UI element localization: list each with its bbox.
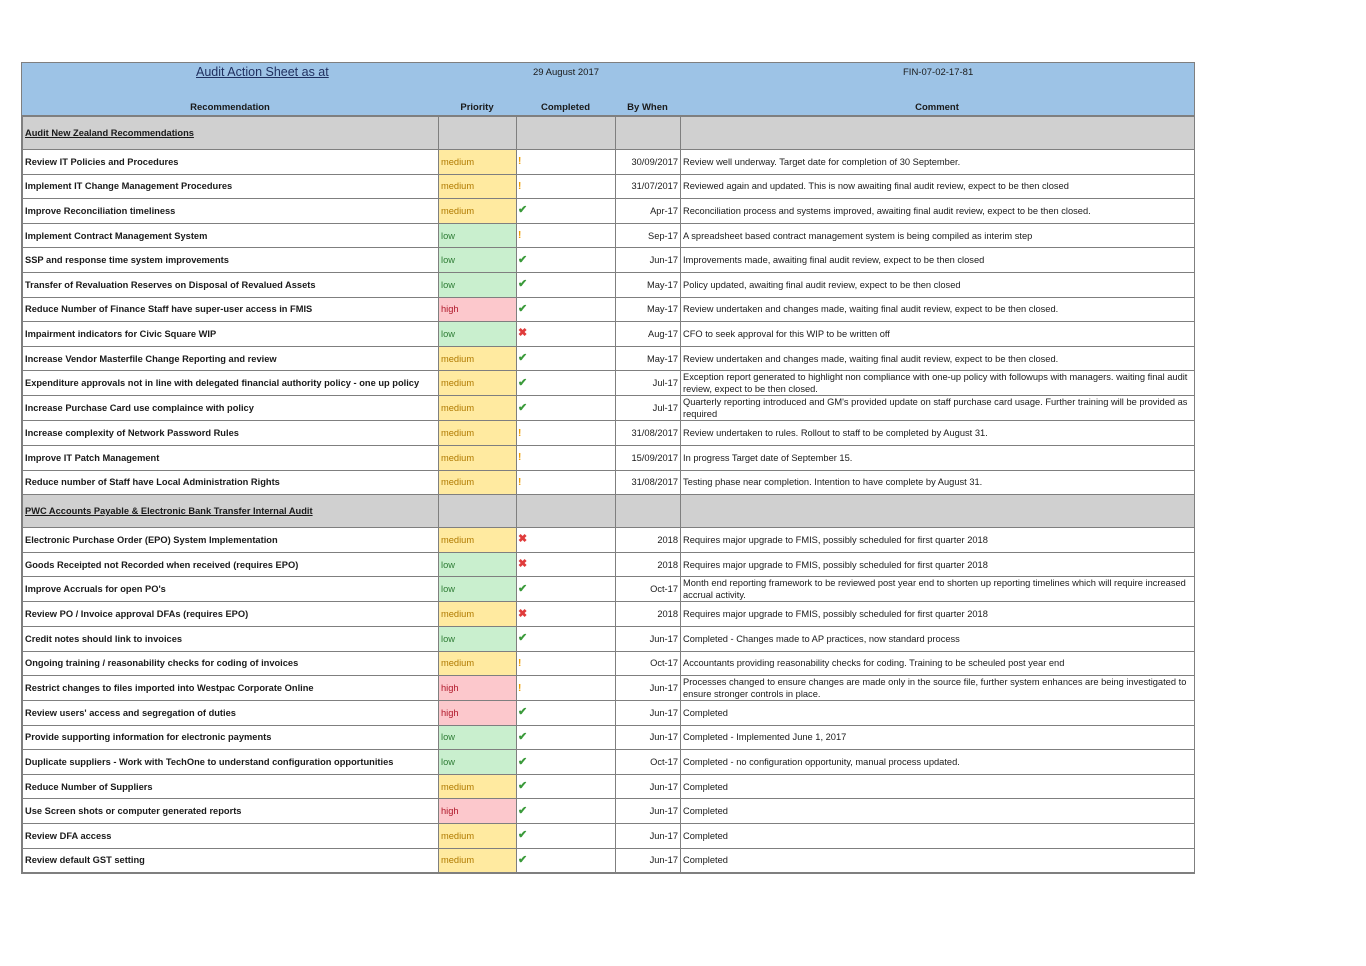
comment-cell: Completed [681, 774, 1195, 799]
table-row [23, 725, 1195, 750]
recommendation-cell: Provide supporting information for electronic payments [23, 725, 439, 750]
priority-cell: high [439, 701, 517, 726]
sheet-date: 29 August 2017 [533, 67, 600, 78]
priority-cell: medium [439, 150, 517, 175]
audit-table [22, 116, 1195, 873]
col-header-completed: Completed [540, 102, 591, 113]
comment-cell: In progress Target date of September 15. [681, 445, 1195, 470]
warn-icon: ! [518, 427, 522, 439]
by-when-cell: Oct-17 [616, 750, 681, 775]
comment-cell: Reconciliation process and systems improved, awaiting final audit review, expect to be then closed. [681, 199, 1195, 224]
recommendation-cell: Transfer of Revaluation Reserves on Disposal of Revalued Assets [23, 272, 439, 297]
table-row [23, 150, 1195, 175]
col-header-recommendation: Recommendation [190, 102, 270, 113]
priority-cell: medium [439, 651, 517, 676]
recommendation-cell: Expenditure approvals not in line with delegated financial authority policy - one up policy [23, 371, 439, 396]
priority-cell: low [439, 626, 517, 651]
by-when-cell: 2018 [616, 602, 681, 627]
priority-cell: low [439, 552, 517, 577]
completed-cell [517, 676, 616, 701]
tick-icon: ✔ [518, 401, 528, 414]
by-when-cell: 2018 [616, 552, 681, 577]
section-empty-cell [517, 117, 616, 150]
recommendation-cell: Ongoing training / reasonability checks for coding of invoices [23, 651, 439, 676]
tick-icon: ✔ [518, 302, 528, 315]
table-row [23, 322, 1195, 347]
by-when-cell: 30/09/2017 [616, 150, 681, 175]
recommendation-cell: Review users' access and segregation of duties [23, 701, 439, 726]
comment-cell: Policy updated, awaiting final audit review, expect to be then closed [681, 272, 1195, 297]
completed-cell [517, 174, 616, 199]
priority-cell: medium [439, 848, 517, 873]
completed-cell [517, 651, 616, 676]
warn-icon: ! [518, 230, 522, 242]
by-when-cell: Jun-17 [616, 824, 681, 849]
tick-icon: ✔ [518, 204, 528, 217]
section-empty-cell [517, 495, 616, 528]
audit-sheet [21, 62, 1195, 874]
by-when-cell: Jun-17 [616, 676, 681, 701]
priority-cell: medium [439, 396, 517, 421]
comment-cell: Accountants providing reasonability checks for coding. Training to be scheuled post year end [681, 651, 1195, 676]
completed-cell [517, 626, 616, 651]
col-header-by-when: By When [627, 102, 668, 113]
table-row [23, 371, 1195, 396]
by-when-cell: Jun-17 [616, 725, 681, 750]
sheet-reference: FIN-07-02-17-81 [903, 67, 974, 78]
by-when-cell: Jul-17 [616, 371, 681, 396]
comment-cell: Month end reporting framework to be reviewed post year end to shorten up reporting timelines which will require increased accrual activity. [681, 577, 1195, 602]
by-when-cell: Jun-17 [616, 248, 681, 273]
cross-icon: ✖ [518, 533, 528, 546]
table-row [23, 199, 1195, 224]
comment-cell: Review well underway. Target date for completion of 30 September. [681, 150, 1195, 175]
table-row [23, 676, 1195, 701]
section-header-row [23, 495, 1195, 528]
priority-cell: medium [439, 174, 517, 199]
tick-icon: ✔ [518, 706, 528, 719]
priority-cell: medium [439, 528, 517, 553]
table-row [23, 848, 1195, 873]
warn-icon: ! [518, 682, 522, 694]
section-empty-cell [616, 117, 681, 150]
recommendation-cell: SSP and response time system improvements [23, 248, 439, 273]
table-row [23, 174, 1195, 199]
priority-cell: low [439, 248, 517, 273]
warn-icon: ! [518, 476, 522, 488]
priority-cell: medium [439, 346, 517, 371]
table-row [23, 824, 1195, 849]
tick-icon: ✔ [518, 278, 528, 291]
priority-cell: high [439, 297, 517, 322]
by-when-cell: May-17 [616, 297, 681, 322]
by-when-cell: Sep-17 [616, 223, 681, 248]
completed-cell [517, 848, 616, 873]
priority-cell: medium [439, 421, 517, 446]
completed-cell [517, 824, 616, 849]
cross-icon: ✖ [518, 607, 528, 620]
priority-cell: high [439, 676, 517, 701]
comment-cell: Requires major upgrade to FMIS, possibly scheduled for first quarter 2018 [681, 552, 1195, 577]
recommendation-cell: Impairment indicators for Civic Square WIP [23, 322, 439, 347]
table-row [23, 272, 1195, 297]
by-when-cell: 31/07/2017 [616, 174, 681, 199]
completed-cell [517, 799, 616, 824]
by-when-cell: Oct-17 [616, 577, 681, 602]
tick-icon: ✔ [518, 730, 528, 743]
by-when-cell: Jun-17 [616, 774, 681, 799]
priority-cell: low [439, 322, 517, 347]
table-row [23, 602, 1195, 627]
completed-cell [517, 552, 616, 577]
comment-cell: Processes changed to ensure changes are made only in the source file, further system enhances are being investigated to ensure stronger controls in place. [681, 676, 1195, 701]
comment-cell: Review undertaken to rules. Rollout to staff to be completed by August 31. [681, 421, 1195, 446]
table-row [23, 528, 1195, 553]
priority-cell: low [439, 725, 517, 750]
comment-cell: Completed - Changes made to AP practices, now standard process [681, 626, 1195, 651]
comment-cell: Quarterly reporting introduced and GM's provided update on staff purchase card usage. Further training will be provided as required [681, 396, 1195, 421]
recommendation-cell: Use Screen shots or computer generated reports [23, 799, 439, 824]
table-row [23, 445, 1195, 470]
table-row [23, 651, 1195, 676]
completed-cell [517, 248, 616, 273]
col-header-comment: Comment [915, 102, 959, 113]
tick-icon: ✔ [518, 780, 528, 793]
recommendation-cell: Increase complexity of Network Password Rules [23, 421, 439, 446]
tick-icon: ✔ [518, 755, 528, 768]
completed-cell [517, 322, 616, 347]
comment-cell: CFO to seek approval for this WIP to be written off [681, 322, 1195, 347]
tick-icon: ✔ [518, 376, 528, 389]
section-empty-cell [681, 117, 1195, 150]
recommendation-cell: Improve IT Patch Management [23, 445, 439, 470]
recommendation-cell: Implement IT Change Management Procedures [23, 174, 439, 199]
warn-icon: ! [518, 657, 522, 669]
priority-cell: low [439, 750, 517, 775]
completed-cell [517, 421, 616, 446]
table-row [23, 626, 1195, 651]
table-row [23, 297, 1195, 322]
priority-cell: medium [439, 602, 517, 627]
cross-icon: ✖ [518, 327, 528, 340]
table-row [23, 223, 1195, 248]
recommendation-cell: Review PO / Invoice approval DFAs (requires EPO) [23, 602, 439, 627]
completed-cell [517, 528, 616, 553]
by-when-cell: 15/09/2017 [616, 445, 681, 470]
recommendation-cell: Reduce Number of Finance Staff have super-user access in FMIS [23, 297, 439, 322]
section-empty-cell [439, 495, 517, 528]
priority-cell: medium [439, 470, 517, 495]
section-header-row [23, 117, 1195, 150]
by-when-cell: Aug-17 [616, 322, 681, 347]
table-row [23, 421, 1195, 446]
comment-cell: Completed - Implemented June 1, 2017 [681, 725, 1195, 750]
section-title: Audit New Zealand Recommendations [23, 117, 439, 150]
completed-cell [517, 223, 616, 248]
recommendation-cell: Improve Reconciliation timeliness [23, 199, 439, 224]
tick-icon: ✔ [518, 829, 528, 842]
completed-cell [517, 602, 616, 627]
tick-icon: ✔ [518, 804, 528, 817]
section-empty-cell [439, 117, 517, 150]
priority-cell: high [439, 799, 517, 824]
completed-cell [517, 445, 616, 470]
completed-cell [517, 371, 616, 396]
completed-cell [517, 577, 616, 602]
completed-cell [517, 774, 616, 799]
completed-cell [517, 725, 616, 750]
recommendation-cell: Increase Vendor Masterfile Change Reporting and review [23, 346, 439, 371]
tick-icon: ✔ [518, 632, 528, 645]
comment-cell: Exception report generated to highlight non compliance with one-up policy with followups with managers. waiting final audit review, expect to be then closed. [681, 371, 1195, 396]
recommendation-cell: Review DFA access [23, 824, 439, 849]
table-row [23, 774, 1195, 799]
recommendation-cell: Goods Receipted not Recorded when received (requires EPO) [23, 552, 439, 577]
tick-icon: ✔ [518, 582, 528, 595]
by-when-cell: Jun-17 [616, 626, 681, 651]
completed-cell [517, 470, 616, 495]
recommendation-cell: Credit notes should link to invoices [23, 626, 439, 651]
sheet-title: Audit Action Sheet as at [196, 65, 329, 79]
cross-icon: ✖ [518, 558, 528, 571]
comment-cell: Completed - no configuration opportunity, manual process updated. [681, 750, 1195, 775]
comment-cell: Review undertaken and changes made, waiting final audit review, expect to be then closed. [681, 346, 1195, 371]
priority-cell: low [439, 272, 517, 297]
completed-cell [517, 346, 616, 371]
completed-cell [517, 297, 616, 322]
completed-cell [517, 396, 616, 421]
priority-cell: medium [439, 199, 517, 224]
by-when-cell: May-17 [616, 346, 681, 371]
completed-cell [517, 272, 616, 297]
tick-icon: ✔ [518, 352, 528, 365]
by-when-cell: May-17 [616, 272, 681, 297]
recommendation-cell: Increase Purchase Card use complaince with policy [23, 396, 439, 421]
by-when-cell: Jun-17 [616, 701, 681, 726]
recommendation-cell: Review IT Policies and Procedures [23, 150, 439, 175]
table-row [23, 750, 1195, 775]
priority-cell: low [439, 223, 517, 248]
comment-cell: Completed [681, 848, 1195, 873]
table-row [23, 577, 1195, 602]
priority-cell: medium [439, 445, 517, 470]
by-when-cell: Oct-17 [616, 651, 681, 676]
recommendation-cell: Implement Contract Management System [23, 223, 439, 248]
sheet-header [22, 63, 1194, 116]
recommendation-cell: Reduce Number of Suppliers [23, 774, 439, 799]
comment-cell: Testing phase near completion. Intention to have complete by August 31. [681, 470, 1195, 495]
table-row [23, 396, 1195, 421]
comment-cell: Requires major upgrade to FMIS, possibly scheduled for first quarter 2018 [681, 528, 1195, 553]
comment-cell: Completed [681, 701, 1195, 726]
table-row [23, 701, 1195, 726]
table-row [23, 799, 1195, 824]
completed-cell [517, 150, 616, 175]
table-row [23, 552, 1195, 577]
comment-cell: Improvements made, awaiting final audit review, expect to be then closed [681, 248, 1195, 273]
by-when-cell: 31/08/2017 [616, 470, 681, 495]
recommendation-cell: Improve Accruals for open PO's [23, 577, 439, 602]
comment-cell: Completed [681, 824, 1195, 849]
recommendation-cell: Reduce number of Staff have Local Administration Rights [23, 470, 439, 495]
completed-cell [517, 750, 616, 775]
col-header-priority: Priority [460, 102, 494, 113]
section-empty-cell [681, 495, 1195, 528]
warn-icon: ! [518, 156, 522, 168]
comment-cell: Completed [681, 799, 1195, 824]
by-when-cell: 2018 [616, 528, 681, 553]
by-when-cell: Jun-17 [616, 848, 681, 873]
recommendation-cell: Review default GST setting [23, 848, 439, 873]
by-when-cell: Jul-17 [616, 396, 681, 421]
table-row [23, 248, 1195, 273]
section-title: PWC Accounts Payable & Electronic Bank Transfer Internal Audit [23, 495, 439, 528]
recommendation-cell: Electronic Purchase Order (EPO) System Implementation [23, 528, 439, 553]
warn-icon: ! [518, 452, 522, 464]
comment-cell: Reviewed again and updated. This is now awaiting final audit review, expect to be then closed [681, 174, 1195, 199]
recommendation-cell: Restrict changes to files imported into Westpac Corporate Online [23, 676, 439, 701]
tick-icon: ✔ [518, 853, 528, 866]
table-row [23, 470, 1195, 495]
warn-icon: ! [518, 180, 522, 192]
by-when-cell: Apr-17 [616, 199, 681, 224]
table-row [23, 346, 1195, 371]
completed-cell [517, 199, 616, 224]
comment-cell: Requires major upgrade to FMIS, possibly scheduled for first quarter 2018 [681, 602, 1195, 627]
priority-cell: low [439, 577, 517, 602]
priority-cell: medium [439, 824, 517, 849]
section-empty-cell [616, 495, 681, 528]
comment-cell: A spreadsheet based contract management system is being compiled as interim step [681, 223, 1195, 248]
by-when-cell: Jun-17 [616, 799, 681, 824]
comment-cell: Review undertaken and changes made, waiting final audit review, expect to be then closed. [681, 297, 1195, 322]
completed-cell [517, 701, 616, 726]
priority-cell: medium [439, 371, 517, 396]
recommendation-cell: Duplicate suppliers - Work with TechOne to understand configuration opportunities [23, 750, 439, 775]
by-when-cell: 31/08/2017 [616, 421, 681, 446]
tick-icon: ✔ [518, 253, 528, 266]
priority-cell: medium [439, 774, 517, 799]
